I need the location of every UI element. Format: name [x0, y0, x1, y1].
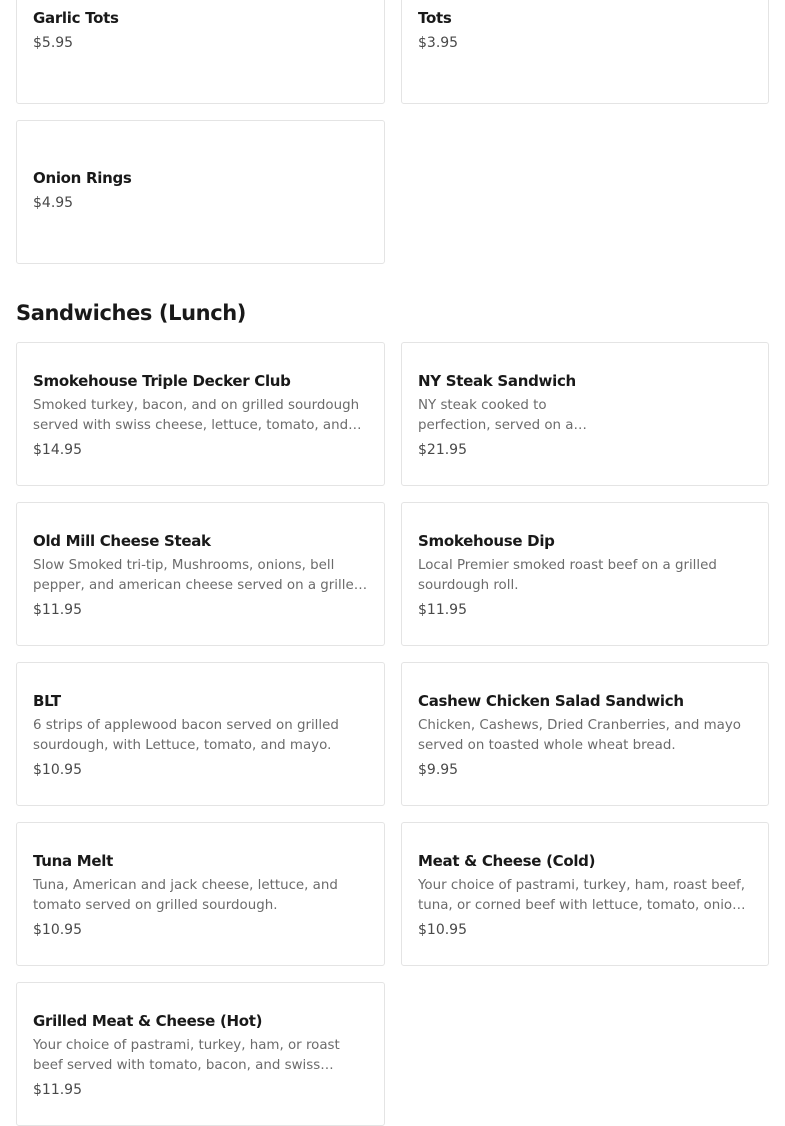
- section-title: Sandwiches (Lunch): [16, 301, 247, 325]
- item-price: $14.95: [33, 442, 82, 458]
- item-name: Grilled Meat & Cheese (Hot): [33, 1012, 263, 1030]
- menu-item-card[interactable]: [401, 662, 769, 806]
- item-name: Smokehouse Dip: [418, 532, 555, 550]
- item-price: $21.95: [418, 442, 467, 458]
- item-description: Local Premier smoked roast beef on a grilled sourdough roll.: [418, 558, 717, 593]
- menu-item-card[interactable]: [16, 120, 385, 264]
- menu-item-card[interactable]: [16, 0, 385, 104]
- menu-item-card[interactable]: [16, 502, 385, 646]
- item-description: Your choice of pastrami, turkey, ham, or roast beef served with tomato, bacon, and swiss: [33, 1038, 340, 1073]
- item-price: $11.95: [33, 1082, 82, 1098]
- item-name: Garlic Tots: [33, 9, 119, 27]
- item-name: NY Steak Sandwich: [418, 372, 576, 390]
- item-name: Meat & Cheese (Cold): [418, 852, 596, 870]
- item-name: Smokehouse Triple Decker Club: [33, 372, 291, 390]
- sides-grid: [16, 0, 769, 264]
- menu-item-card[interactable]: [401, 502, 769, 646]
- item-description: Smoked turkey, bacon, and on grilled sourdough served with swiss cheese, lettuce, tomato, and: [33, 398, 360, 433]
- item-price: $10.95: [33, 762, 82, 778]
- item-price: $10.95: [418, 922, 467, 938]
- item-description: Tuna, American and jack cheese, lettuce, and tomato served on grilled sourdough.: [33, 878, 338, 913]
- item-description: Your choice of pastrami, turkey, ham, roast beef, tuna, or corned beef with lettuce, tomato, onions,: [418, 878, 752, 913]
- item-price: $9.95: [418, 762, 459, 778]
- menu-item-card[interactable]: [401, 822, 769, 966]
- menu-item-card[interactable]: [16, 662, 385, 806]
- item-name: BLT: [33, 692, 61, 710]
- item-price: $10.95: [33, 922, 82, 938]
- item-description: Chicken, Cashews, Dried Cranberries, and mayo served on toasted whole wheat bread.: [418, 718, 741, 753]
- menu-item-card[interactable]: [16, 342, 385, 486]
- item-price: $3.95: [418, 35, 459, 51]
- item-description: 6 strips of applewood bacon served on grilled sourdough, with Lettuce, tomato, and mayo.: [33, 718, 339, 753]
- item-price: $11.95: [418, 602, 467, 618]
- menu-item-card[interactable]: [401, 0, 769, 104]
- item-name: Tots: [418, 9, 452, 27]
- menu-item-card[interactable]: [401, 342, 769, 486]
- item-name: Onion Rings: [33, 169, 132, 187]
- sandwiches-grid: [16, 342, 769, 1126]
- item-name: Tuna Melt: [33, 852, 113, 870]
- menu-item-card[interactable]: [16, 822, 385, 966]
- item-name: Cashew Chicken Salad Sandwich: [418, 692, 684, 710]
- item-price: $5.95: [33, 35, 74, 51]
- item-description: Slow Smoked tri-tip, Mushrooms, onions, bell pepper, and american cheese served on a grilled: [33, 558, 363, 593]
- menu-item-card[interactable]: [16, 982, 385, 1126]
- item-description: NY steak cooked to perfection, served on a: [418, 398, 574, 433]
- item-price: $11.95: [33, 602, 82, 618]
- item-name: Old Mill Cheese Steak: [33, 532, 211, 550]
- item-price: $4.95: [33, 195, 74, 211]
